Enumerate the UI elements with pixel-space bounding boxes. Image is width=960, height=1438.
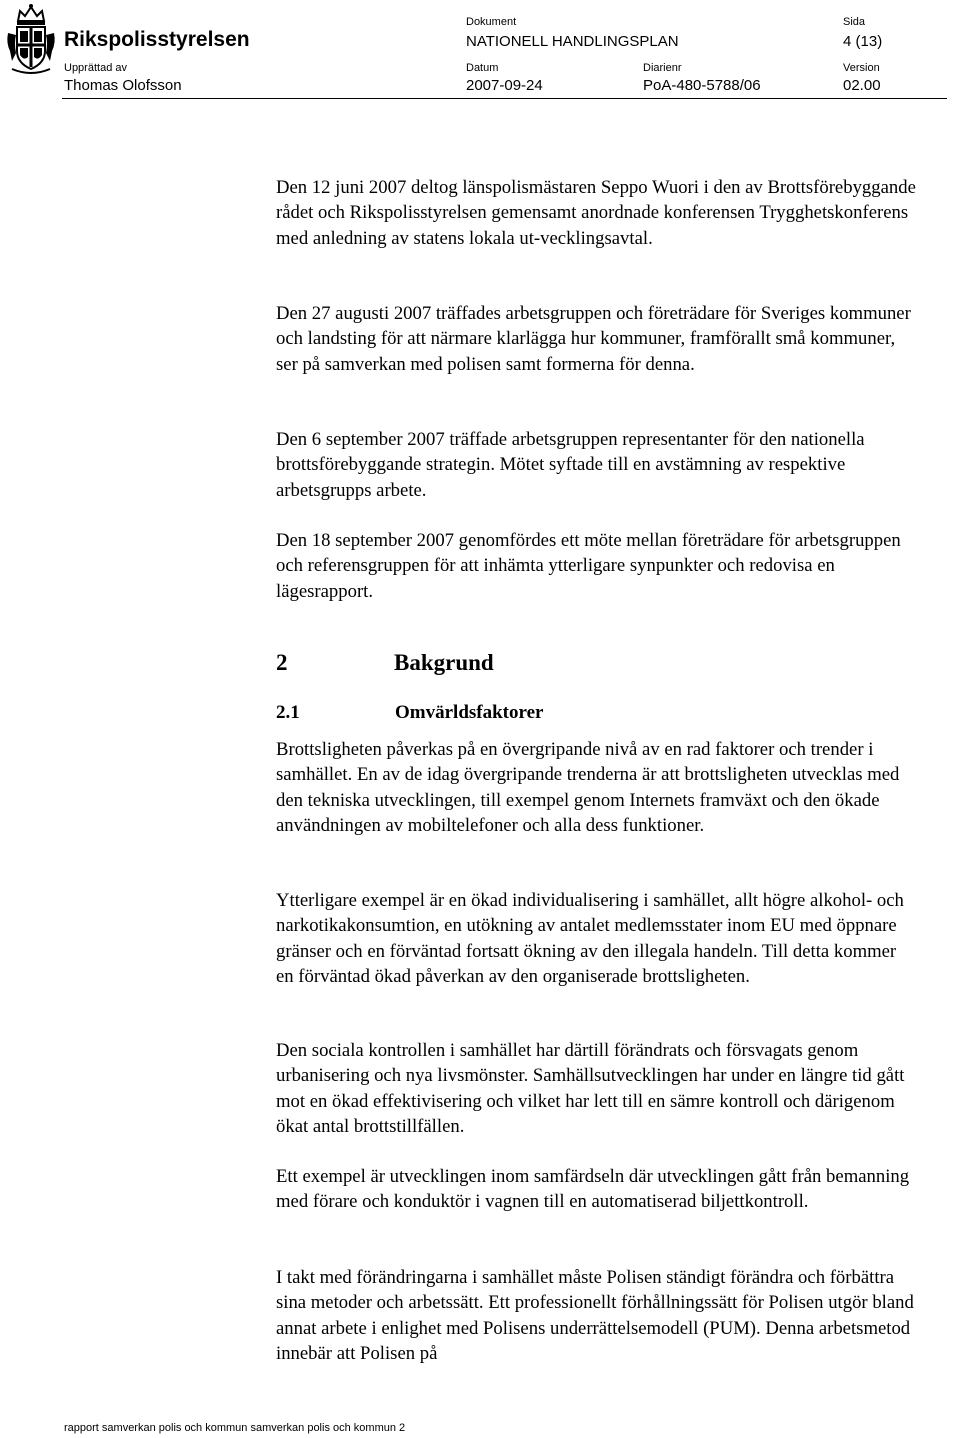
author-label: Upprättad av — [64, 62, 127, 74]
document-value: NATIONELL HANDLINGSPLAN — [466, 33, 679, 50]
crown-shield-icon — [4, 3, 58, 77]
date-label: Datum — [466, 62, 499, 74]
coat-of-arms-logo — [4, 3, 58, 77]
author-value: Thomas Olofsson — [64, 77, 182, 94]
diarienr-value: PoA-480-5788/06 — [643, 77, 761, 94]
section-heading-bakgrund — [276, 650, 494, 676]
subsection-title: Omvärldsfaktorer — [395, 702, 544, 723]
paragraph-september-6-meeting: Den 6 september 2007 träffade arbetsgruppen representanter för den nationella brottsförebyggande strategin. Mötet syftade till en avstämning av respektive arbetsgrupps arbete. — [276, 429, 865, 501]
paragraph-polisen-methods: I takt med förändringarna i samhället måste Polisen ständigt förändra och förbättra sina metoder och arbetssätt. Ett professionellt förhållningssätt för Polisen utgör bland annat arbete i enlighet med Polisens underrättelsemodell (PUM). Denna arbetsmetod innebär att Polisen på — [276, 1267, 914, 1364]
organization-name: Rikspolisstyrelsen — [64, 28, 250, 51]
subsection-heading-omvarldsfaktorer — [276, 702, 543, 724]
paragraph-augusti-meeting: Den 27 augusti 2007 träffades arbetsgruppen och företrädare för Sveriges kommuner och landsting för att närmare klarlägga hur kommuner, framförallt små kommuner, ser på samverkan med polisen samt formerna för denna. — [276, 303, 911, 375]
paragraph-individualization: Ytterligare exempel är en ökad individualisering i samhället, allt högre alkohol- och narkotikakonsumtion, en utökning av antalet medlemsstater inom EU med öppnare gränser och en förväntad fortsatt ökning av den illegala handeln. Till detta kommer en förväntad ökad påverkan av den organiserade brottsligheten. — [276, 890, 904, 987]
footer-text: rapport samverkan polis och kommun samverkan polis och kommun 2 — [64, 1422, 406, 1434]
paragraph-social-control: Den sociala kontrollen i samhället har därtill förändrats och försvagats genom urbanisering och nya livsmönster. Samhällsutvecklingen har under en längre tid gått mot en ökad effektivisering och vilket har lett till en sämre kontroll och därigenom ökat antal brottstillfällen. — [276, 1040, 905, 1137]
paragraph-trends: Brottsligheten påverkas på en övergripande nivå av en rad faktorer och trender i samhället. En av de idag övergripande trenderna är att brottsligheten utvecklas med den tekniska utvecklingen, till exempel genom Internets framväxt och den ökade användningen av mobiltelefoner och alla dess funktioner. — [276, 739, 900, 836]
page-label: Sida — [843, 16, 866, 28]
section-number: 2 — [276, 650, 288, 675]
header-divider — [62, 98, 947, 99]
version-value: 02.00 — [843, 77, 881, 94]
date-value: 2007-09-24 — [466, 77, 543, 94]
diarienr-label: Diarienr — [643, 62, 682, 74]
paragraph-trygghetskonferens: Den 12 juni 2007 deltog länspolismästaren Seppo Wuori i den av Brottsförebyggande rådet och Rikspolisstyrelsen gemensamt anordnade konferensen Trygghetskonferens med anledning av statens lokala ut-vecklingsavtal. — [276, 177, 916, 249]
document-label: Dokument — [466, 16, 517, 28]
subsection-number: 2.1 — [276, 702, 300, 723]
paragraph-september-18-meeting: Den 18 september 2007 genomfördes ett möte mellan företrädare för arbetsgruppen och referensgruppen för att inhämta ytterligare synpunkter och redovisa en lägesrapport. — [276, 530, 901, 602]
section-title: Bakgrund — [394, 650, 494, 675]
paragraph-transport-example: Ett exempel är utvecklingen inom samfärdseln där utvecklingen gått från bemanning med förare och konduktör i vagnen till en automatiserad biljettkontroll. — [276, 1166, 910, 1213]
version-label: Version — [843, 62, 880, 74]
page-value: 4 (13) — [843, 33, 883, 50]
